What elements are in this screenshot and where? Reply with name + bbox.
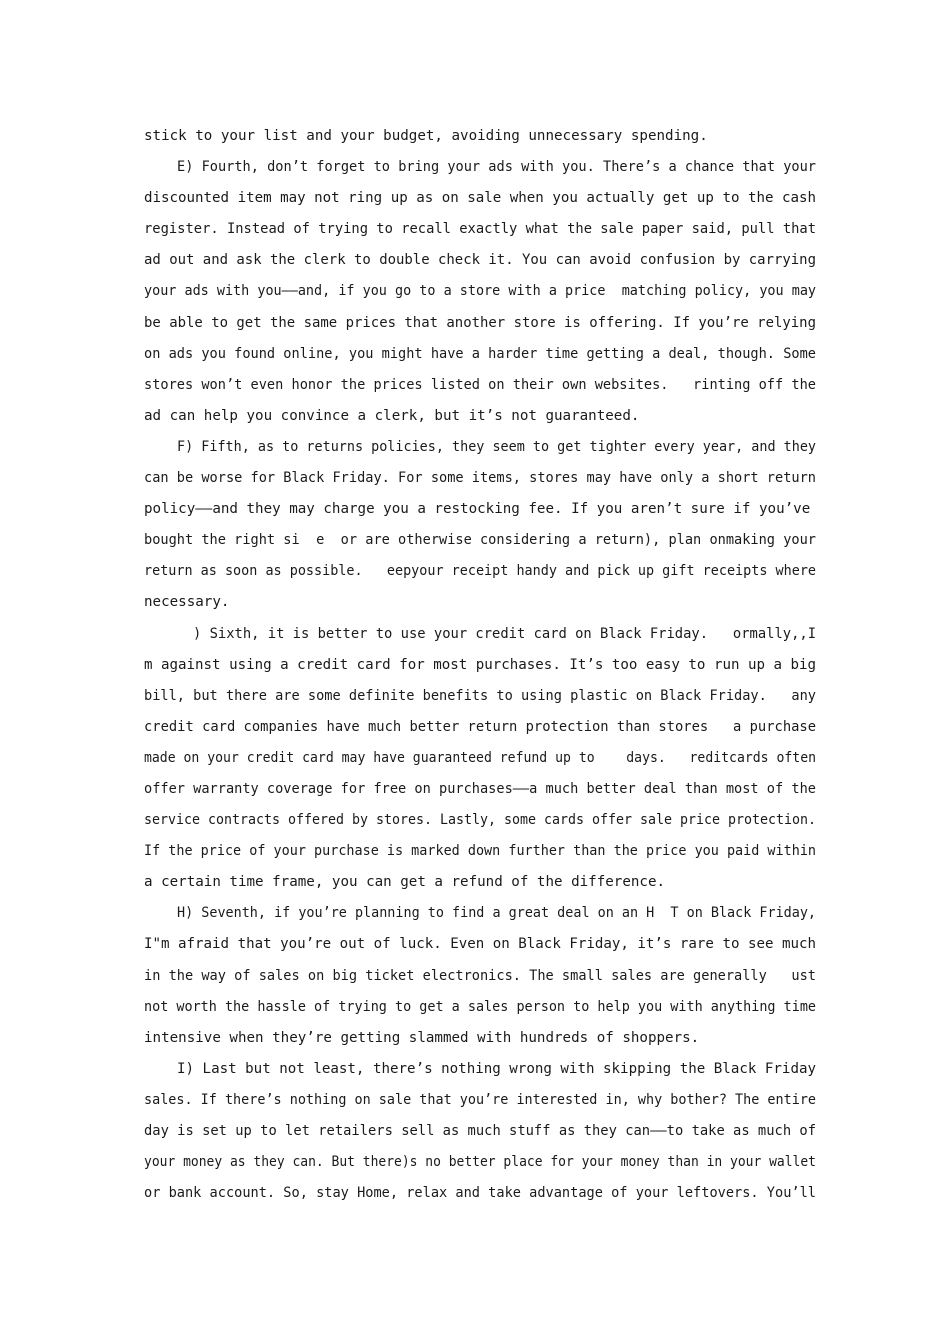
text-line: made on your credit card may have guaranteed refund up to days. reditcards often: [144, 749, 816, 766]
paragraph-h-start: H) Seventh, if you’re planning to find a great deal on an H T on Black Friday,: [177, 905, 816, 922]
text-line: or bank account. So, stay Home, relax and take advantage of your leftovers. You’ll: [144, 1185, 816, 1202]
text-line: sales. If there’s nothing on sale that you’re interested in, why bother? The entire: [144, 1091, 816, 1108]
text-line: I"m afraid that you’re out of luck. Even on Black Friday, it’s rare to see much: [144, 936, 816, 953]
text-line: stick to your list and your budget, avoiding unnecessary spending.: [144, 128, 708, 144]
paragraph-g-start: ) Sixth, it is better to use your credit card on Black Friday. ormally,,I: [193, 625, 816, 642]
text-line: your money as they can. But there)s no better place for your money than in your wallet: [144, 1154, 816, 1171]
text-line: in the way of sales on big ticket electronics. The small sales are generally ust: [144, 967, 816, 984]
text-line: not worth the hassle of trying to get a sales person to help you with anything time: [144, 998, 816, 1015]
text-line: intensive when they’re getting slammed with hundreds of shoppers.: [144, 1029, 700, 1046]
text-line: ad can help you convince a clerk, but it’s not guaranteed.: [144, 407, 640, 424]
text-line: m against using a credit card for most purchases. It’s too easy to run up a big: [144, 656, 816, 673]
paragraph-i-start: I) Last but not least, there’s nothing wrong with skipping the Black Friday: [177, 1060, 816, 1077]
text-line: register. Instead of trying to recall exactly what the sale paper said, pull that: [144, 221, 816, 238]
paragraph-e-start: E) Fourth, don’t forget to bring your ads with you. There’s a chance that your: [177, 159, 816, 176]
text-line: stores won’t even honor the prices listed on their own websites. rinting off the: [144, 376, 816, 393]
text-line: ad out and ask the clerk to double check it. You can avoid confusion by carrying: [144, 252, 816, 269]
text-line: credit card companies have much better return protection than stores a purchase: [144, 718, 816, 735]
text-line: your ads with you——and, if you go to a store with a price matching policy, you may: [144, 283, 816, 300]
text-line: necessary.: [144, 594, 230, 611]
text-line: If the price of your purchase is marked down further than the price you paid within: [144, 843, 816, 860]
text-line: discounted item may not ring up as on sale when you actually get up to the cash: [144, 190, 816, 207]
text-line: day is set up to let retailers sell as much stuff as they can——to take as much of: [144, 1123, 816, 1139]
text-line: bill, but there are some definite benefits to using plastic on Black Friday. any: [144, 687, 816, 704]
text-line: can be worse for Black Friday. For some items, stores may have only a short return: [144, 470, 816, 487]
text-line: be able to get the same prices that another store is offering. If you’re relying: [144, 314, 816, 331]
text-line: on ads you found online, you might have a harder time getting a deal, though. Some: [144, 345, 816, 362]
text-line: return as soon as possible. eepyour receipt handy and pick up gift receipts where: [144, 563, 816, 580]
text-line: service contracts offered by stores. Lastly, some cards offer sale price protection.: [144, 812, 816, 829]
paragraph-f-start: F) Fifth, as to returns policies, they seem to get tighter every year, and they: [177, 438, 816, 455]
text-line: policy——and they may charge you a restocking fee. If you aren’t sure if you’ve: [144, 501, 811, 518]
document-body: [144, 121, 816, 1209]
text-line: offer warranty coverage for free on purchases——a much better deal than most of the: [144, 780, 816, 797]
text-line: bought the right si e or are otherwise considering a return), plan onmaking your: [144, 532, 816, 549]
text-line: a certain time frame, you can get a refund of the difference.: [144, 874, 666, 891]
